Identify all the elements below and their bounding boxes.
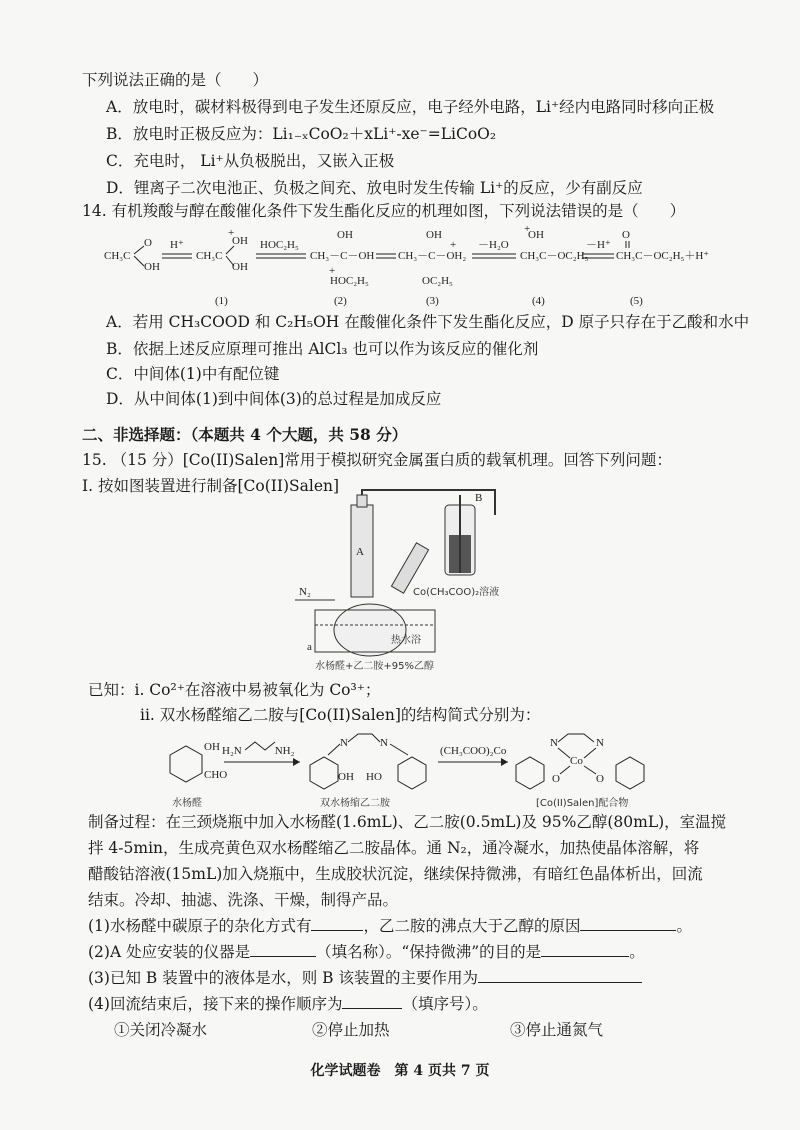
question-3 (88, 968, 642, 988)
water-bath-label: 热水浴 (391, 635, 421, 646)
mech-arrow5-label: －H⁺ (586, 239, 611, 251)
question-2 (88, 942, 645, 962)
mech-int4-oh: OH (528, 229, 544, 241)
procedure-line-3: 醋酸钴溶液(15mL)加入烧瓶中，生成胶状沉淀，继续保持微沸，有暗红色晶体析出，回流 (88, 865, 703, 883)
page-footer: 化学试题卷 第 4 页共 7 页 (310, 1063, 490, 1079)
salen-reaction-scheme (150, 730, 670, 810)
option-2: ②停止加热 (312, 1021, 390, 1039)
q13-option-d: D．锂离子二次电池正、负极之间充、放电时发生传输 Li⁺的反应，少有副反应 (106, 179, 643, 197)
q14-option-c: C．中间体(1)中有配位键 (106, 365, 280, 383)
q1-part-c: 。 (676, 917, 692, 935)
mech-arrow2-label: HOC₂H₅ (260, 239, 299, 251)
label-b: B (475, 492, 483, 504)
label-a-port: a (307, 641, 312, 653)
known-1: 已知：i. Co²⁺在溶液中易被氧化为 Co³⁺； (88, 681, 381, 699)
q4-part-a: (4)回流结束后，接下来的操作顺序为 (88, 995, 343, 1013)
mech-arrow4-label: －H₂O (478, 239, 509, 251)
q15-part-i: I. 按如图装置进行制备[Co(II)Salen] (82, 477, 340, 495)
q13-option-a: A．放电时，碳材料极得到电子发生还原反应，电子经外电路，Li⁺经内电路同时移向正极 (106, 98, 715, 116)
salen-n2: N (380, 737, 388, 749)
mech-product-o: O (622, 229, 630, 241)
mech-arrow1-label: H⁺ (170, 239, 184, 251)
q4-blank[interactable] (342, 994, 402, 1009)
salen-label: 双水杨缩乙二胺 (320, 798, 390, 809)
mech-int1-oh-top: OH (232, 235, 248, 247)
q2-blank-2[interactable] (541, 942, 629, 957)
flask-content-label: 水杨醛+乙二胺+95%乙醇 (315, 661, 434, 672)
question-1 (88, 916, 692, 936)
mech-reactant-o: O (144, 237, 152, 249)
q1-part-b: ，乙二胺的沸点大于乙醇的原因 (363, 917, 581, 935)
esterification-mechanism-diagram (100, 226, 760, 312)
reagent-ethylenediamine: H₂N NH₂ (222, 745, 295, 757)
complex-label: [Co(II)Salen]配合物 (536, 798, 629, 809)
section-heading: 二、非选择题：（本题共 4 个大题，共 58 分） (82, 425, 408, 444)
q1-blank-1[interactable] (311, 916, 363, 931)
mech-int2-hoc2h5: HOC₂H₅ (330, 275, 369, 287)
q3-blank[interactable] (478, 968, 642, 983)
label-1: (1) (215, 295, 228, 307)
mech-int2-oh: OH (337, 229, 353, 241)
co-solution-label: Co(CH₃COO)₂溶液 (413, 587, 500, 598)
mech-int4: CH₃C－OC₂H₅ (520, 250, 589, 262)
complex-co: Co (570, 755, 583, 767)
complex-n2: N (596, 737, 604, 749)
salicylaldehyde-label: 水杨醛 (172, 798, 202, 809)
sal-cho: CHO (204, 769, 228, 781)
mech-int3: CH₃－C－OH₂ (398, 250, 467, 262)
q15-stem: 15. （15 分）[Co(II)Salen]常用于模拟研究金属蛋白质的载氧机理。回答下列问题： (82, 451, 672, 469)
q1-blank-2[interactable] (580, 916, 676, 931)
option-3: ③停止通氮气 (510, 1021, 604, 1039)
mech-reactant-oh: OH (144, 261, 160, 273)
mech-int1: CH₃C (196, 250, 223, 262)
q14-option-b: B．依据上述反应原理可推出 AlCl₃ 也可以作为该反应的催化剂 (106, 340, 539, 358)
apparatus-diagram (295, 485, 525, 675)
q4-part-b: （填序号）。 (402, 995, 488, 1013)
procedure-line-4: 结束。冷却、抽滤、洗涤、干燥，制得产品。 (88, 891, 399, 909)
q14-stem: 14. 有机羧酸与醇在酸催化条件下发生酯化反应的机理如图，下列说法错误的是（ ） (82, 202, 686, 220)
mech-int3-oc2h5: OC₂H₅ (422, 275, 453, 287)
label-4: (4) (532, 295, 545, 307)
sal-oh: OH (204, 741, 220, 753)
salen-n1: N (340, 737, 348, 749)
q13-option-c: C．充电时， Li⁺从负极脱出，又嵌入正极 (106, 152, 395, 170)
known-2: ii. 双水杨醛缩乙二胺与[Co(II)Salen]的结构简式分别为： (140, 706, 541, 724)
mech-int2-plus: + (329, 265, 336, 277)
q13-option-b: B．放电时正极反应为：Li₁₋ₓCoO₂＋xLi⁺-xe⁻=LiCoO₂ (106, 125, 497, 143)
procedure-line-1: 制备过程：在三颈烧瓶中加入水杨醛(1.6mL)、乙二胺(0.5mL)及 95%乙醇(80mL)，室温搅 (88, 813, 727, 831)
q3-part-a: (3)已知 B 装置中的液体是水，则 B 该装置的主要作用为 (88, 969, 478, 987)
mech-int2: CH₃－C－OH (310, 250, 375, 262)
q2-part-a: (2)A 处应安装的仪器是 (88, 943, 251, 961)
q13-stem: 下列说法正确的是（ ） (82, 71, 269, 89)
q2-part-c: 。 (629, 943, 645, 961)
complex-o1: O (552, 773, 560, 785)
mech-int4-plus: + (524, 226, 531, 235)
label-a-condenser: A (356, 546, 364, 558)
procedure-line-2: 拌 4-5min，生成亮黄色双水杨醛缩乙二胺晶体。通 N₂，通冷凝水，加热使晶体溶解，将 (88, 839, 700, 857)
reagent-cobalt-acetate: (CH₃COO)₂Co (440, 745, 507, 757)
question-4 (88, 994, 488, 1014)
mech-int1-oh-bottom: OH (232, 261, 248, 273)
mech-int3-oh: OH (426, 229, 442, 241)
q1-part-a: (1)水杨醛中碳原子的杂化方式有 (88, 917, 312, 935)
salen-ho: HO (366, 771, 382, 783)
mech-product: CH₃C－OC₂H₅＋H⁺ (616, 250, 710, 262)
complex-n1: N (550, 737, 558, 749)
n2-label: N₂ (299, 586, 311, 598)
label-2: (2) (334, 295, 347, 307)
complex-o2: O (596, 773, 604, 785)
salen-oh: OH (338, 771, 354, 783)
label-3: (3) (426, 295, 439, 307)
q2-blank-1[interactable] (250, 942, 316, 957)
label-5: (5) (630, 295, 643, 307)
q14-option-a: A．若用 CH₃COOD 和 C₂H₅OH 在酸催化条件下发生酯化反应，D 原子只存在于乙酸和水中 (106, 313, 750, 331)
q14-option-d: D．从中间体(1)到中间体(3)的总过程是加成反应 (106, 390, 442, 408)
q2-part-b: （填名称）。“保持微沸”的目的是 (316, 943, 542, 961)
mech-int3-plus: + (450, 239, 457, 251)
mech-reactant: CH₃C (104, 250, 131, 262)
option-1: ①关闭冷凝水 (114, 1021, 208, 1039)
mech-int1-plus: + (228, 227, 235, 239)
